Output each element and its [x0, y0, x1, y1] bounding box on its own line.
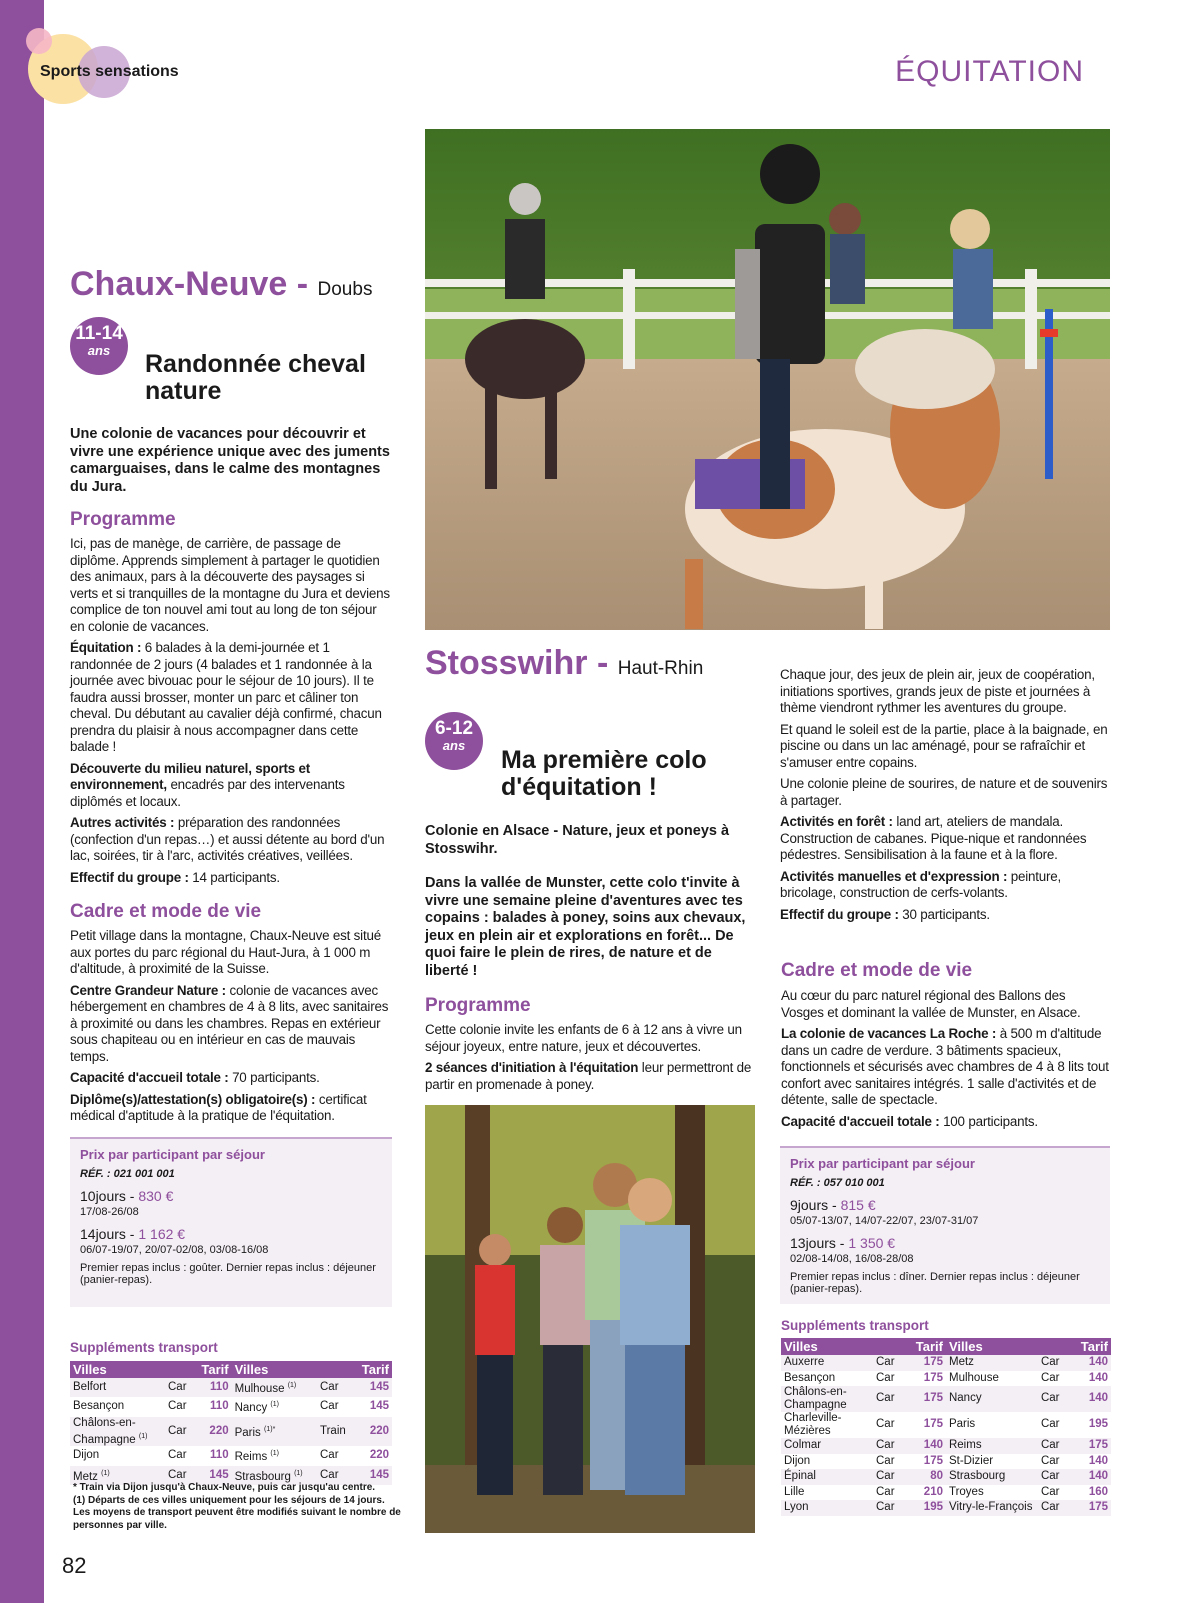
table-row: Lille Car 210 Troyes Car 160 — [784, 1485, 1108, 1498]
table-row: Épinal Car 80 Strasbourg Car 140 — [781, 1469, 1111, 1485]
table-row: Châlons-en-Champagne $^{(1)}$ Car 220 Paris $^{(1)*}$ Train 220 — [70, 1417, 392, 1447]
left-footnotes: * Train via Dijon jusqu'à Chaux-Neuve, puis car jusqu'au centre. (1) Départs de ces villes uniquement pour les séjours de 14 jours. Les moyens de transport peuvent être modifiés suivant le nombre de personnes par ville. — [73, 1482, 401, 1531]
table-row: Belfort Car 110 Mulhouse $^{(1)}$ Car 145 — [70, 1378, 392, 1397]
table-row: Dijon Car 175 St-Dizier Car 140 — [784, 1454, 1108, 1467]
right-lead-2: Dans la vallée de Munster, cette colo t'invite à vivre une semaine pleine d'aventures avec tes copains : balades à poney, soins aux chevaux, jeux en plein air et explorations en forêt... De quoi faire le plein de rires, de nature et de liberté ! — [425, 875, 746, 979]
left-programme-heading: Programme — [70, 509, 176, 530]
left-transport-table: Villes Tarif Villes Tarif Belfort Car 110 Mulhouse $^{(1)}$ Car 145 Besançon Car 110 Nancy $^{(1)}$ Car 145 Châlons-en-Champagne $^{(1)}$ Car 220 Paris $^{(1)*}$ Train 220 Dijon Car 110 Reims $^{(1)}$ Car 220 Metz $^{(1)}$ Car 145 Strasbourg $^{(1)}$ Car 145 — [70, 1361, 392, 1485]
table-row: Charleville-Mézières Car 175 Paris Car 195 — [784, 1412, 1108, 1437]
table-row: Auxerre Car 175 Metz Car 140 — [781, 1355, 1111, 1371]
left-lead: Une colonie de vacances pour découvrir et vivre une expérience unique avec des juments camarguaises, dans le calme des montagnes du Jura. — [70, 426, 390, 495]
right-cadre-text: Au cœur du parc naturel régional des Ballons des Vosges et dominant la vallée de Munster, en Alsace. La colonie de vacances La Roche : à 500 m d'altitude dans un cadre de verdure. 3 bâtiments spacieux, fonctionnels et sécurisés avec chambres de 4 à 8 lits tout confort avec sanitaires intégrés. 1 salle d'activités et de détente, salle de spectacle. Capacité d'accueil totale : 100 participants. — [781, 988, 1109, 1129]
right-location-heading: Stosswihr - Haut-Rhin — [425, 644, 704, 682]
table-row: Châlons-en-Champagne Car 175 Nancy Car 140 — [781, 1386, 1111, 1412]
left-price-box: Prix par participant par séjour RÉF. : 021 001 001 10jours - 830 € 17/08-26/08 14jours - 1 162 € 06/07-19/07, 20/07-02/08, 03/08-16/08 Premier repas inclus : goûter. Dernier repas inclus : déjeuner (panier-repas). — [70, 1137, 392, 1307]
left-location-heading: Chaux-Neuve - Doubs — [70, 265, 373, 303]
left-cadre-heading: Cadre et mode de vie — [70, 901, 262, 922]
table-row: Lyon Car 195 Vitry-le-François Car 175 — [781, 1500, 1111, 1516]
table-row: Dijon Car 110 Reims $^{(1)}$ Car 220 — [73, 1449, 389, 1464]
right-lead-1: Colonie en Alsace - Nature, jeux et poneys à Stosswihr. — [425, 823, 730, 857]
right-age-badge: 6-12 ans — [425, 712, 483, 770]
right-transport-table: Villes Tarif Villes Tarif Auxerre Car 175 Metz Car 140 Besançon Car 175 Mulhouse Car 140 Châlons-en-Champagne Car 175 Nancy Car 140 Charleville-Mézières Car 175 Paris Car 195 Colmar Car 140 Reims Car 175 Dijon Car 175 St-Dizier Car 140 Épinal Car 80 Strasbourg Car 140 Lille Car 210 Troyes Car 160 Lyon Car 195 Vitry-le-François Car 175 — [781, 1338, 1111, 1516]
forest-kids-photo — [425, 1105, 755, 1533]
right-activities-text: Chaque jour, des jeux de plein air, jeux de coopération, initiations sportives, grands jeux de piste et journées à thème viendront rythmer les aventures du groupe. Et quand le soleil est de la partie, place à la baignade, en piscine ou dans un lac aménagé, pour se rafraîchir et s'amuser entre copains. Une colonie pleine de sourires, de nature et de souvenirs à partager. Activités en forêt : land art, ateliers de mandala. Construction de cabanes. Pique-nique et randonnées pédestres. Sensibilisation à la faune et à la flore. Activités manuelles et d'expression : peinture, bricolage, construction de cerfs-volants. Effectif du groupe : 30 participants. — [780, 667, 1108, 922]
horse-riding-photo — [425, 129, 1110, 630]
left-stay-title: Randonnée cheval nature — [145, 350, 366, 405]
left-programme-text: Ici, pas de manège, de carrière, de passage de diplôme. Apprends simplement à partager le quotidien des animaux, pars à la découverte des paysages si verts et si tranquilles de la montagne du Jura et deviens complice de ton nouvel ami tout au long de ton séjour en colonie de vacances. Équitation : 6 balades à la demi-journée et 1 randonnée de 2 jours (4 balades et 1 randonnée à la journée avec bivouac pour le séjour de 10 jours). Il te faudra aussi brosser, monter un parc et câliner ton cheval. Du débutant au cavalier déjà confirmé, chacun prendra du plaisir à nous accompagner dans cette balade ! Découverte du milieu naturel, sports et environnement, encadrés par des intervenants diplômés et locaux. Autres activités : préparation des randonnées (confection d'un repas…) et aussi détente au bord d'un lac, soirées, tir à l'arc, activités créatives, veillées. Effectif du groupe : 14 participants. — [70, 536, 390, 885]
right-transport-title: Suppléments transport — [781, 1318, 929, 1333]
table-row: Besançon Car 110 Nancy $^{(1)}$ Car 145 — [73, 1400, 389, 1415]
section-title: ÉQUITATION — [895, 55, 1084, 88]
right-price-box: Prix par participant par séjour RÉF. : 057 010 001 9jours - 815 € 05/07-13/07, 14/07-22/07, 23/07-31/07 13jours - 1 350 € 02/08-14/08, 16/08-28/08 Premier repas inclus : dîner. Dernier repas inclus : déjeuner (panier-repas). — [780, 1146, 1110, 1304]
left-transport-title: Suppléments transport — [70, 1340, 218, 1355]
page-number: 82 — [62, 1553, 87, 1578]
right-cadre-heading: Cadre et mode de vie — [781, 960, 973, 981]
right-stay-title: Ma première colo d'équitation ! — [501, 746, 707, 801]
left-age-badge: 11-14 ans — [70, 317, 128, 375]
table-row: Besançon Car 175 Mulhouse Car 140 — [784, 1371, 1108, 1384]
right-programme-heading: Programme — [425, 995, 531, 1016]
table-row: Metz $^{(1)}$ Car 145 Strasbourg $^{(1)}$ Car 145 — [70, 1466, 392, 1485]
right-programme-text: Cette colonie invite les enfants de 6 à 12 ans à vivre un séjour joyeux, entre nature, jeux et découvertes. 2 séances d'initiation à l'équitation leur permettront de partir en promenade à poney. — [425, 1022, 752, 1092]
sidebar-band — [0, 0, 44, 1603]
table-row: Colmar Car 140 Reims Car 175 — [781, 1438, 1111, 1454]
left-cadre-text: Petit village dans la montagne, Chaux-Neuve est situé aux portes du parc régional du Haut-Jura, à 1 000 m d'altitude, à proximité de la Suisse. Centre Grandeur Nature : colonie de vacances avec hébergement en chambres de 4 à 8 lits, avec sanitaires à proximité ou dans les chambres. Repas en extérieur sous chapiteau ou en intérieur en cas de mauvais temps. Capacité d'accueil totale : 70 participants. Diplôme(s)/attestation(s) obligatoire(s) : certificat médical d'aptitude à la pratique de l'équitation. — [70, 928, 389, 1123]
theme-label: Sports sensations — [40, 63, 179, 80]
